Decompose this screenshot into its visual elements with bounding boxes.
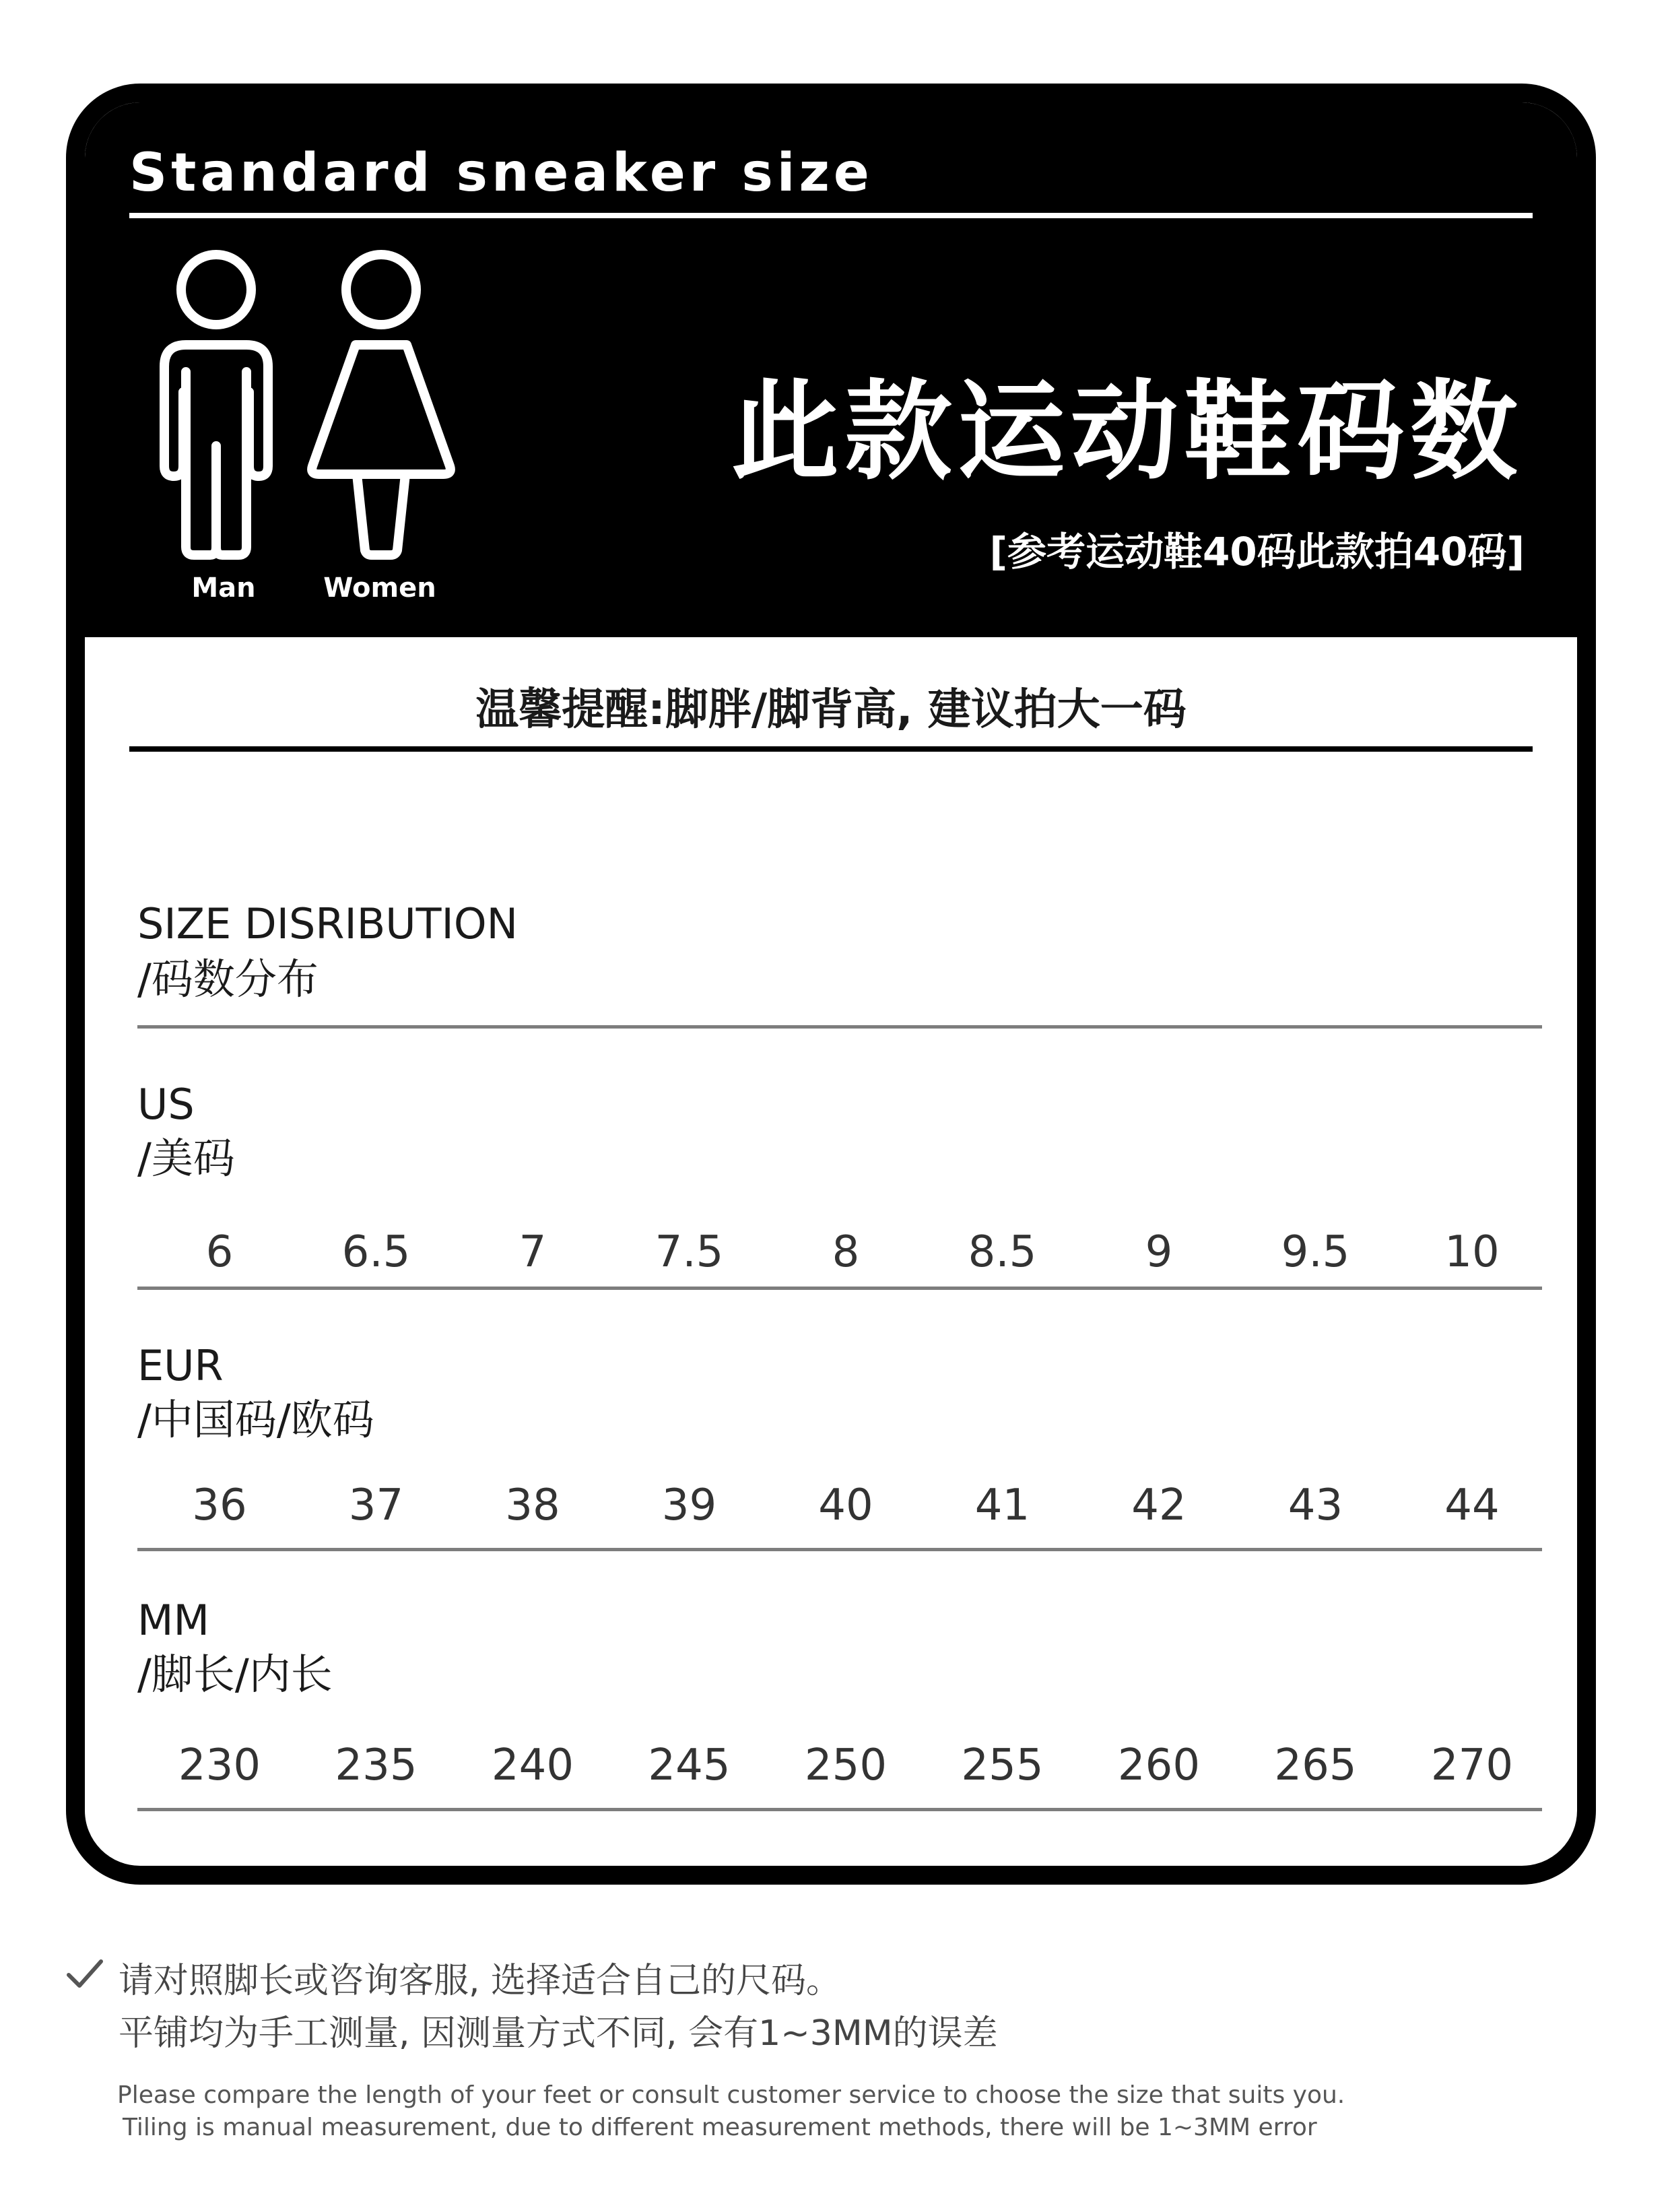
us-values [152, 1227, 1539, 1277]
size-value: 245 [648, 1741, 731, 1790]
woman-label: Women [323, 573, 436, 604]
size-value: 40 [818, 1481, 873, 1530]
reminder-text: 温馨提醒:脚胖/脚背高, 建议拍大一码 [475, 685, 1187, 735]
size-value: 270 [1430, 1741, 1514, 1790]
page-title: 此款运动鞋码数 [731, 368, 1523, 494]
size-value: 230 [178, 1741, 261, 1790]
size-value: 41 [974, 1481, 1030, 1530]
header-title: Standard sneaker size [129, 143, 873, 203]
us-title: US [137, 1080, 195, 1129]
eur-subtitle: /中国码/欧码 [137, 1395, 374, 1444]
size-value: 9 [1145, 1227, 1173, 1277]
footer-en-line1: Please compare the length of your feet or consult customer service to choose the size that suits you. [117, 2081, 1345, 2109]
us-subtitle: /美码 [137, 1134, 235, 1183]
size-value: 10 [1444, 1227, 1500, 1277]
man-label: Man [191, 573, 256, 604]
size-value: 6 [205, 1227, 234, 1277]
size-value: 240 [491, 1741, 574, 1790]
mm-title: MM [137, 1596, 209, 1645]
row-divider [137, 1287, 1542, 1290]
reminder-divider [129, 746, 1533, 752]
size-value: 44 [1444, 1481, 1500, 1530]
size-value: 255 [961, 1741, 1044, 1790]
size-value: 36 [192, 1481, 247, 1530]
size-chart-card [66, 84, 1596, 1885]
chart-header [85, 102, 1577, 637]
size-value: 260 [1117, 1741, 1201, 1790]
distribution-title: SIZE DISRIBUTION [137, 899, 518, 948]
footer-en-line2: Tiling is manual measurement, due to different measurement methods, there will be 1~3MM error [123, 2114, 1317, 2141]
mm-values [152, 1741, 1539, 1790]
eur-values [152, 1481, 1539, 1530]
size-value: 9.5 [1281, 1227, 1350, 1277]
reference-note: [参考运动鞋40码此款拍40码] [989, 529, 1525, 575]
size-value: 42 [1131, 1481, 1187, 1530]
eur-title: EUR [137, 1341, 224, 1390]
size-value: 265 [1274, 1741, 1357, 1790]
row-divider [137, 1548, 1542, 1551]
footer-cn-line1: 请对照脚长或咨询客服, 选择适合自己的尺码。 [119, 1961, 842, 2001]
size-value: 7 [519, 1227, 547, 1277]
size-value: 38 [505, 1481, 560, 1530]
mm-subtitle: /脚长/内长 [137, 1650, 333, 1699]
size-value: 37 [348, 1481, 404, 1530]
man-icon [145, 244, 287, 560]
header-divider [129, 213, 1533, 218]
row-divider [137, 1025, 1542, 1029]
size-value: 39 [661, 1481, 717, 1530]
footer-cn-line2: 平铺均为手工测量, 因测量方式不同, 会有1~3MM的误差 [119, 2013, 998, 2054]
size-value: 8 [832, 1227, 860, 1277]
size-value: 7.5 [655, 1227, 724, 1277]
size-value: 8.5 [968, 1227, 1037, 1277]
size-value: 235 [335, 1741, 418, 1790]
size-value: 43 [1288, 1481, 1343, 1530]
size-value: 6.5 [341, 1227, 411, 1277]
row-divider [137, 1808, 1542, 1811]
woman-icon [300, 244, 462, 560]
distribution-subtitle: /码数分布 [137, 954, 319, 1004]
checkmark-icon [65, 1955, 105, 1995]
size-value: 250 [804, 1741, 888, 1790]
